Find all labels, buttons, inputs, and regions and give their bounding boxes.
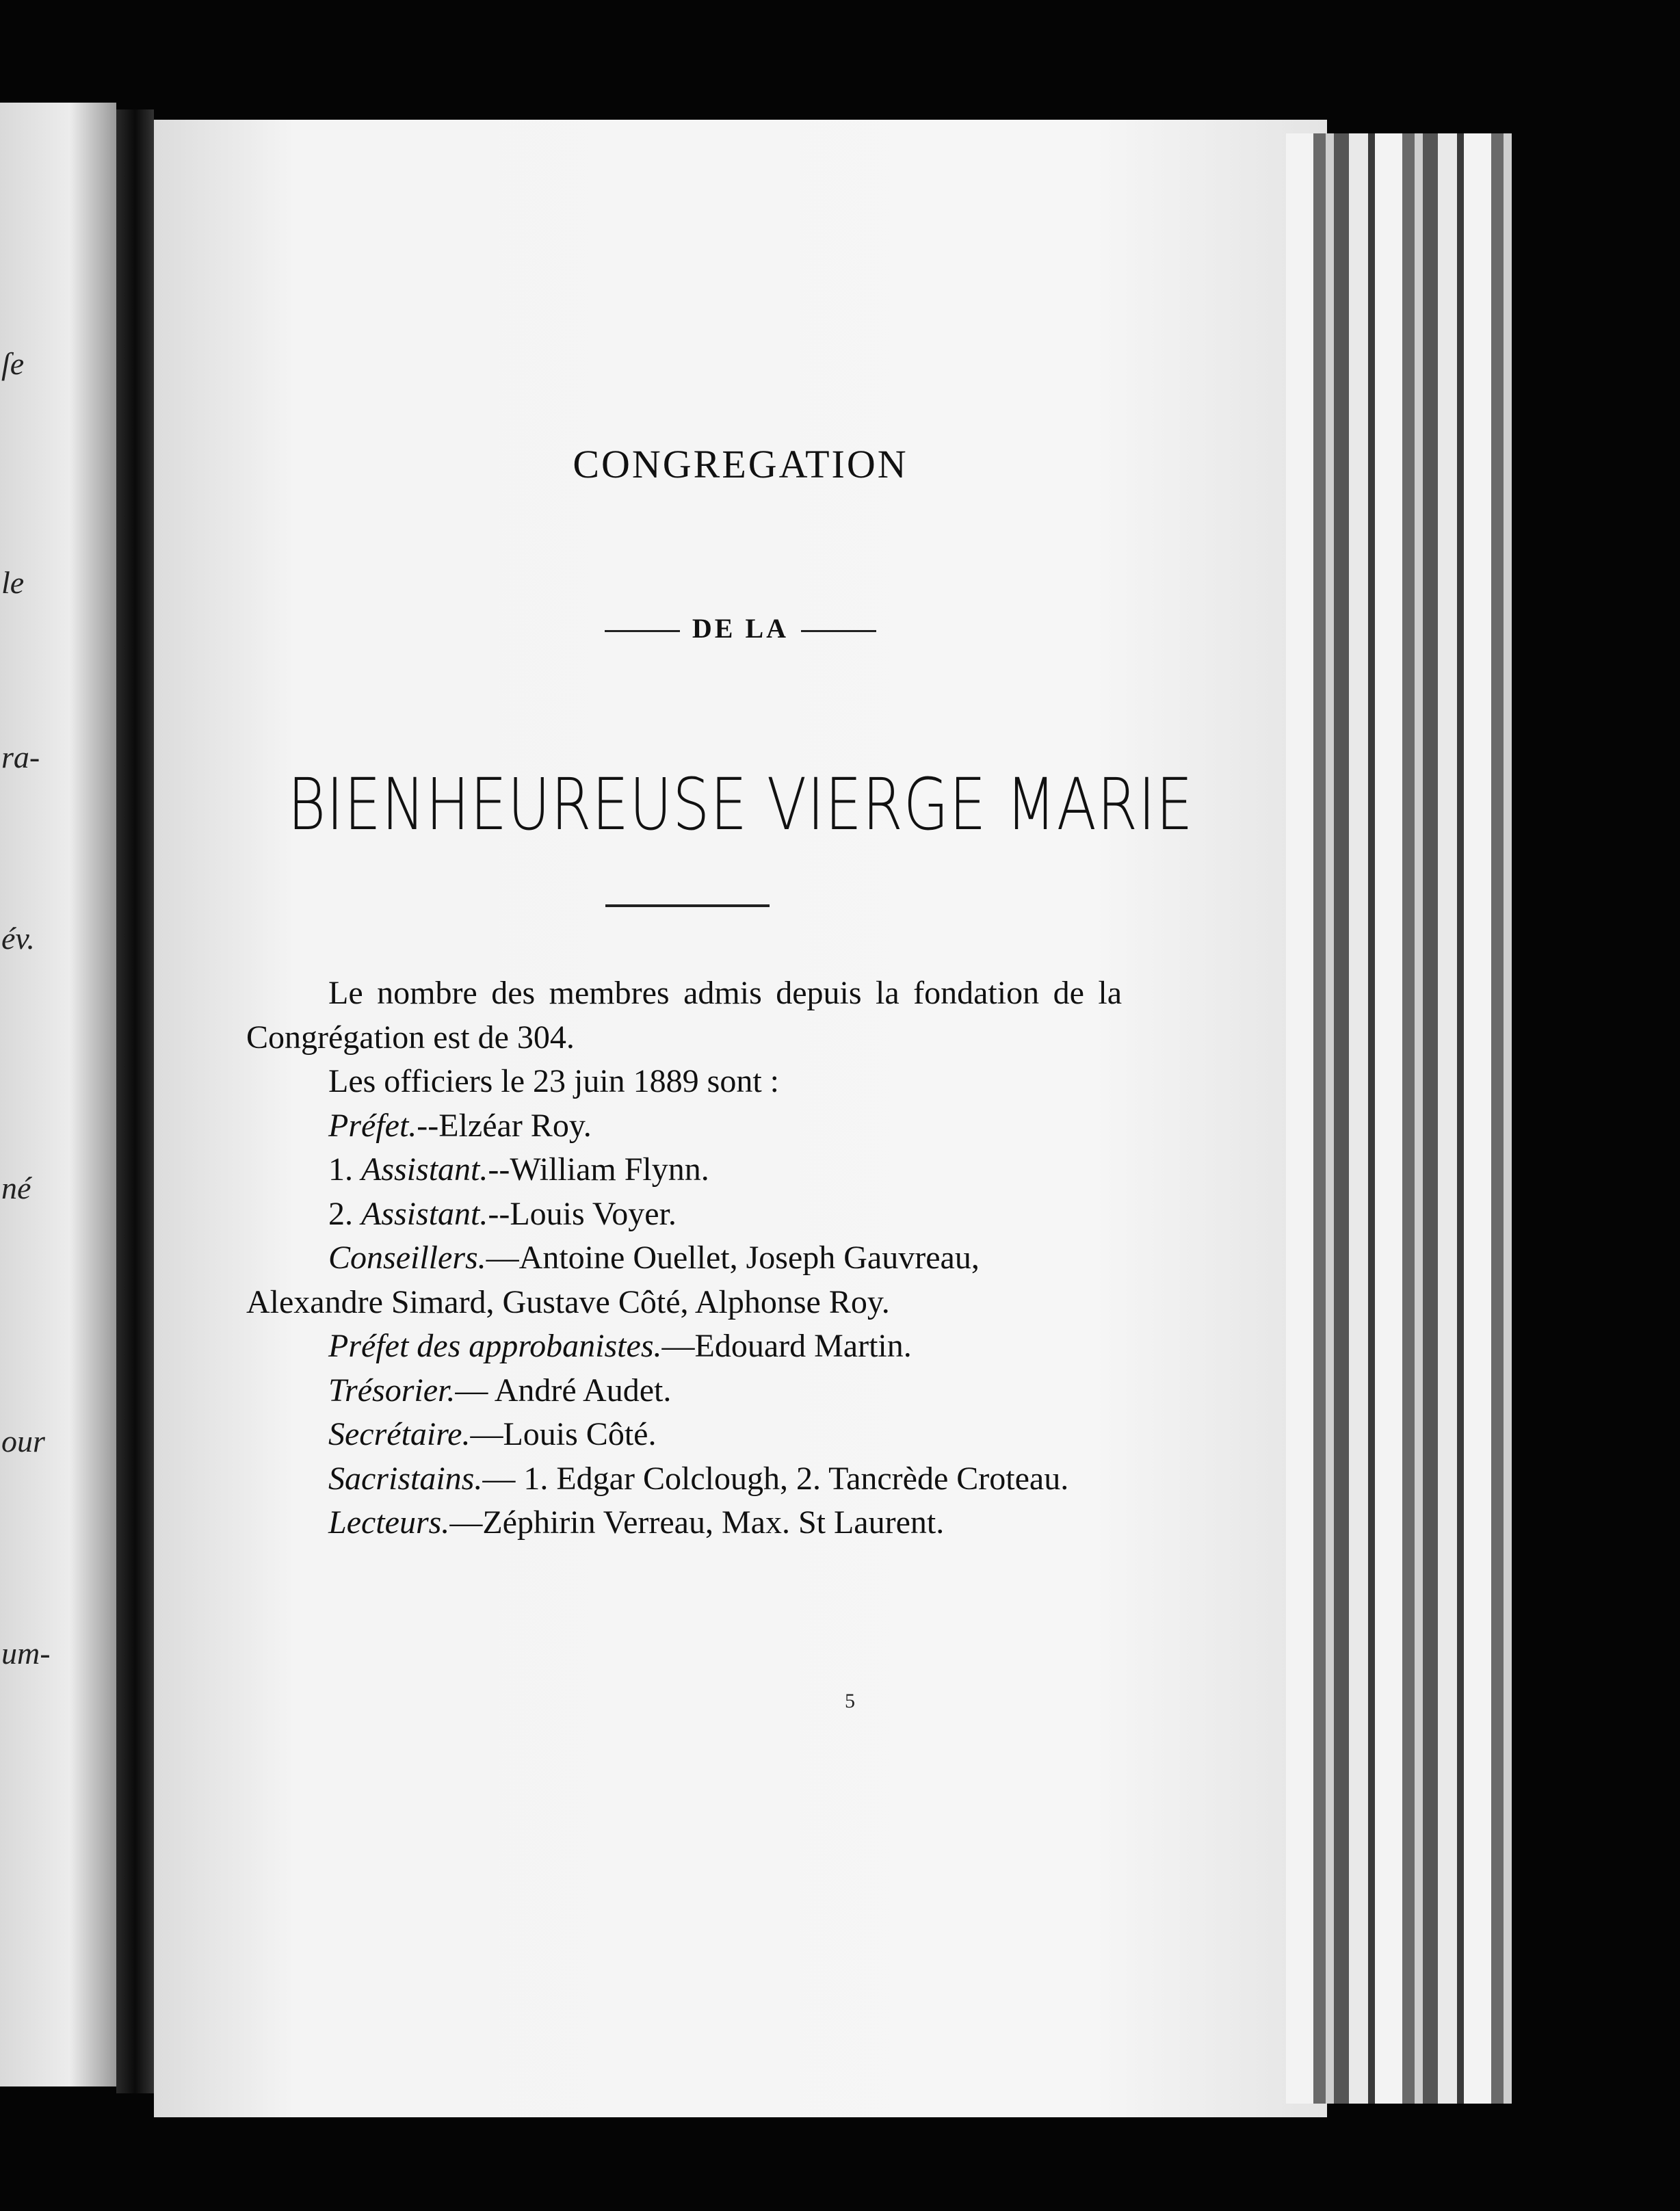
officer-entry (246, 1413, 1122, 1457)
officer-separator: — (449, 1504, 483, 1541)
officer-separator: — (455, 1372, 495, 1409)
officer-separator: -- (488, 1151, 510, 1188)
page-subtitle: BIENHEUREUSE VIERGE MARIE (287, 763, 1194, 846)
officer-title: Conseillers. (328, 1240, 486, 1276)
officer-separator: -- (417, 1107, 439, 1144)
left-page-fragment: év. (1, 921, 35, 956)
officer-names: Antoine Ouellet, Joseph Gauvreau, Alexandre Simard, Gustave Côté, Alphonse Roy. (246, 1240, 980, 1320)
officer-title: Assistant. (361, 1151, 488, 1188)
left-page-fragment: ra- (1, 740, 40, 774)
officer-names: William Flynn. (510, 1151, 709, 1188)
officer-names: Louis Voyer. (510, 1195, 677, 1232)
left-page-fragment: ſe (1, 346, 25, 381)
connector-rule-left (605, 630, 680, 632)
officer-title: Trésorier. (328, 1372, 456, 1409)
page-body (246, 971, 1122, 1545)
officer-list (246, 1104, 1122, 1545)
left-page-fragment: um- (1, 1636, 51, 1671)
officer-names: 1. Edgar Colclough, 2. Tancrède Croteau. (523, 1460, 1069, 1497)
connector-rule-right (801, 630, 876, 632)
officer-title: Secrétaire. (328, 1416, 471, 1452)
officer-title: Sacristains. (328, 1460, 483, 1497)
title-connector (154, 612, 1327, 644)
officer-entry (246, 1324, 1122, 1369)
page-edges (1286, 133, 1512, 2104)
officer-entry (246, 1236, 1122, 1324)
officer-separator: — (470, 1416, 503, 1452)
book-gutter (116, 109, 154, 2093)
officer-entry (246, 1457, 1122, 1502)
title-divider (605, 904, 770, 907)
officer-entry (246, 1104, 1122, 1149)
officer-separator: — (482, 1460, 524, 1497)
officer-title: Préfet des approbanistes. (328, 1328, 662, 1364)
page-title: CONGREGATION (573, 442, 908, 486)
officer-title: Préfet. (328, 1107, 417, 1144)
page-mark: 5 (845, 1690, 855, 1712)
intro-paragraph: Les officiers le 23 juin 1889 sont : (328, 1063, 780, 1099)
officer-separator: -- (488, 1195, 510, 1232)
officer-names: Elzéar Roy. (438, 1107, 592, 1144)
officer-separator: — (661, 1328, 695, 1364)
officer-separator: — (486, 1240, 519, 1276)
officer-entry (246, 1501, 1122, 1545)
left-page-fragment: le (1, 565, 25, 600)
officer-names: Zéphirin Verreau, Max. St Laurent. (482, 1504, 945, 1541)
officer-names: André Audet. (494, 1372, 672, 1409)
officer-entry (246, 1192, 1122, 1237)
connector-text: DE LA (692, 613, 789, 644)
left-page-fragment: our (1, 1424, 45, 1458)
officer-number: 2. (328, 1195, 353, 1232)
left-page-fragment: né (1, 1170, 31, 1205)
officer-names: Edouard Martin. (694, 1328, 912, 1364)
intro-paragraph: Le nombre des membres admis depuis la fondation de la Congrégation est de 304. (246, 975, 1122, 1056)
left-facing-page (0, 103, 116, 2086)
officer-number: 1. (328, 1151, 353, 1188)
officer-entry (246, 1148, 1122, 1192)
officer-title: Assistant. (361, 1195, 488, 1232)
officer-title: Lecteurs. (328, 1504, 450, 1541)
officer-names: Louis Côté. (503, 1416, 657, 1452)
officer-entry (246, 1369, 1122, 1413)
